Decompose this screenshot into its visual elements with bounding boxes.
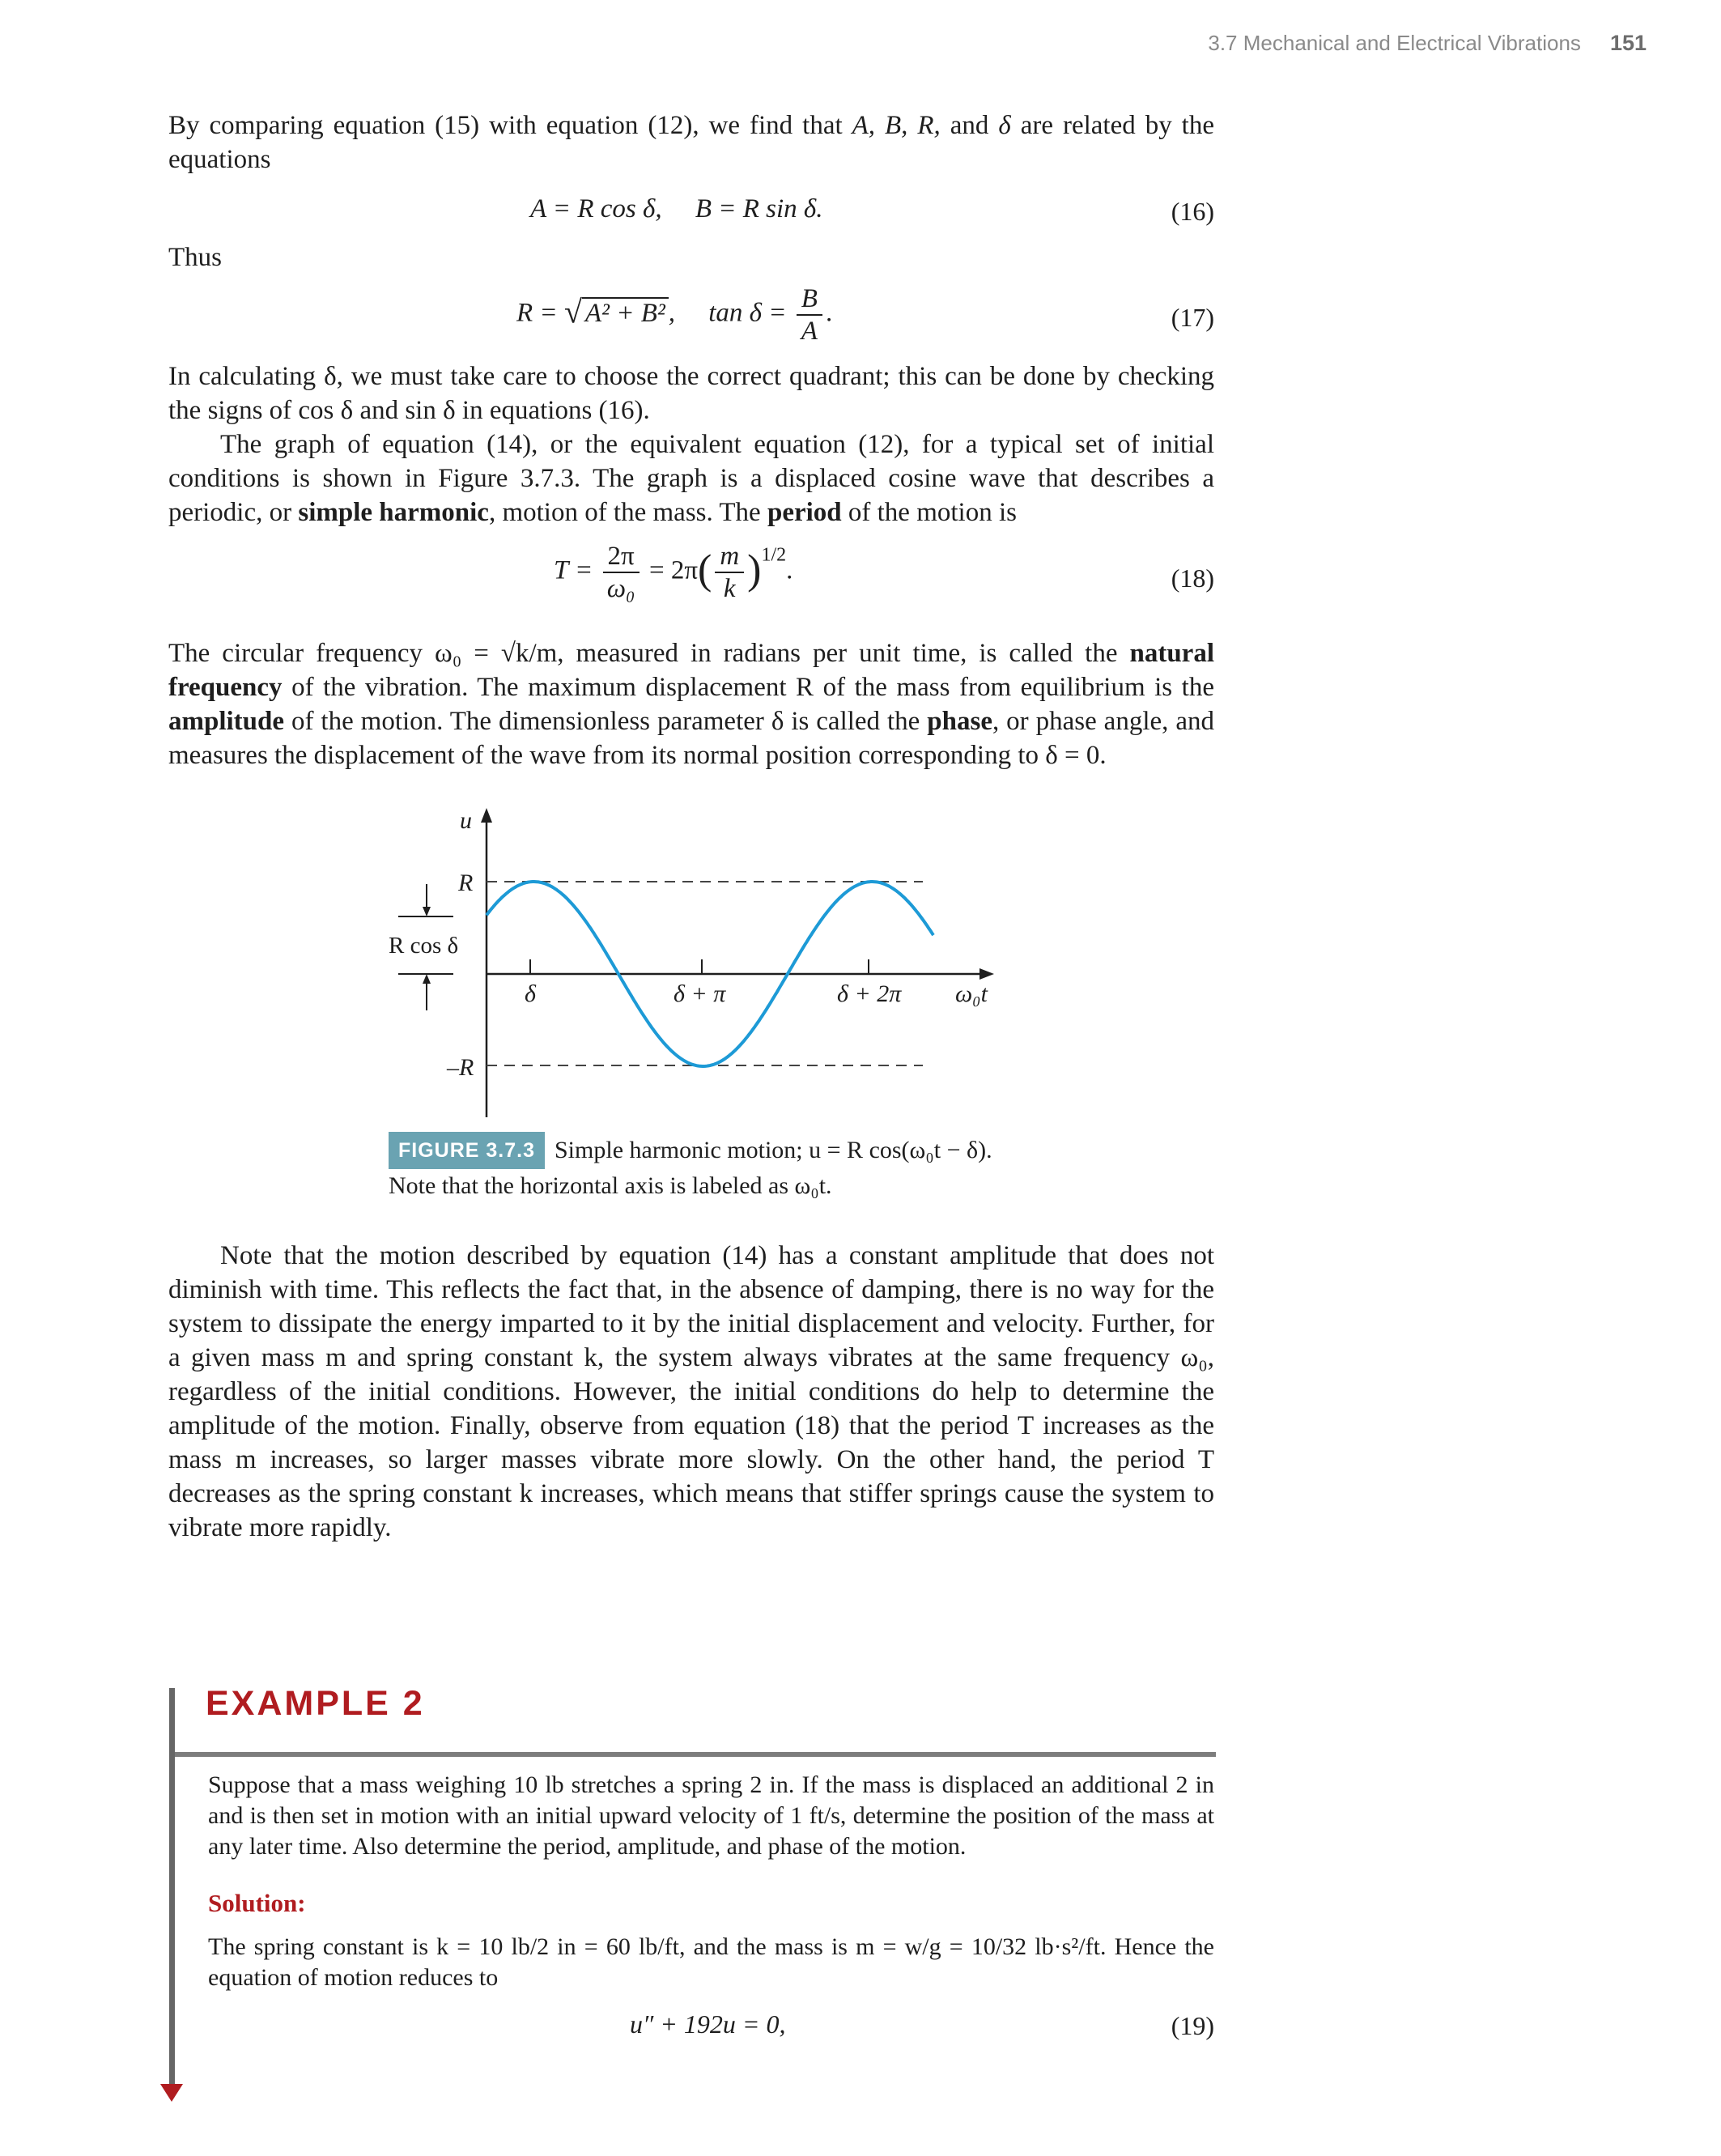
equation-text: u″ + 192u = 0, <box>630 2009 786 2039</box>
equation-number-18: (18) <box>1171 563 1214 593</box>
equation-text: , tan δ = <box>668 298 793 328</box>
paren-open: ( <box>697 546 712 593</box>
equation-17: R = √ A² + B² , tan δ = $\frac{B}{A}$ . <box>516 284 833 346</box>
text-run: of the motion is <box>841 498 1017 527</box>
text-run: , or phase angle, and measures the displacement of the wave from its normal position corresponding to δ = 0. <box>168 707 1214 770</box>
label-R: R <box>458 870 474 896</box>
denominator: A <box>801 317 818 346</box>
solution-text: The spring constant is k = 10 lb/2 in = 60 lb/ft, and the mass is m = w/g = 10/32 lb·s²/ft. Hence the equation of motion reduces to <box>208 1933 1214 1991</box>
equation-number-19: (19) <box>1171 2011 1214 2040</box>
sqrt-sign: √ <box>563 293 582 330</box>
example-problem: Suppose that a mass weighing 10 lb stretches a spring 2 in. If the mass is displaced an additional 2 in and is then set in motion with an initial upward velocity of 1 ft/s, determine the position of the mass at any later time. Also determine the period, amplitude, and phase of the motion. <box>208 1771 1214 1860</box>
equation-text: . <box>786 555 793 585</box>
text-run: , motion of the mass. The <box>488 498 767 527</box>
equation-text: A² + B² <box>582 297 669 329</box>
equation-text: = 2π <box>642 555 698 585</box>
caption-line-1: Simple harmonic motion; u = R cos(ω₀t − δ). <box>555 1137 992 1163</box>
equation-number-16: (16) <box>1171 197 1214 226</box>
paragraph-quadrant: In calculating δ, we must take care to choose the correct quadrant; this can be done by checking the signs of cos δ and sin δ in equations (16). <box>168 362 1214 425</box>
numerator: m <box>715 541 744 573</box>
exponent: 1/2 <box>761 544 787 566</box>
text-run: The circular frequency ω₀ = √k/m, measured in radians per unit time, is called the <box>168 639 1130 668</box>
denominator: ω₀ <box>606 574 635 603</box>
example-side-bar <box>169 1688 175 2085</box>
equation-text: R = <box>516 298 564 328</box>
equation-text: T = <box>554 555 600 585</box>
text-var: A, B, R, <box>852 111 941 140</box>
text-run: of the motion. The dimensionless parameter δ is called the <box>284 707 928 736</box>
numerator: 2π <box>603 541 640 573</box>
numerator: B <box>797 283 822 316</box>
equation-number-17: (17) <box>1171 303 1214 332</box>
label-negR: –R <box>447 1054 474 1081</box>
denominator: k <box>723 574 736 603</box>
text-run: The graph of equation (14), or the equivalent equation (12), for a typical set of initial conditions is shown in Figure 3.7.3. The graph is a displaced cosine wave that describes a periodic, or <box>168 430 1214 527</box>
term-amplitude: amplitude <box>168 707 285 736</box>
text-run: are related by the equations <box>168 111 1214 174</box>
text-var: δ <box>998 111 1011 140</box>
paragraph-constant-amplitude: Note that the motion described by equation (14) has a constant amplitude that does not diminish with time. This reflects the fact that, in the absence of damping, there is no way for the system to dissipate the energy imparted to it by the initial displacement and velocity. Further, for a given mass m and spring constant k, the system always vibrates at the same frequency ω₀, regardless of the initial conditions. However, the initial conditions do help to determine the amplitude of the motion. Finally, observe from equation (18) that the period T increases as the mass m increases, so larger masses vibrate more slowly. On the other hand, the period T decreases as the spring constant k increases, which means that stiffer springs cause the system to vibrate more rapidly. <box>168 1241 1214 1542</box>
text-run: and <box>940 111 999 140</box>
example-rule <box>175 1752 1216 1757</box>
figure-caption <box>389 1132 1117 1203</box>
term-natural-frequency: natural frequency <box>168 639 1214 702</box>
figure-badge: FIGURE 3.7.3 <box>389 1132 545 1169</box>
term-period: period <box>767 498 842 527</box>
rcos-arrowhead-down <box>423 907 431 916</box>
solution-label: Solution: <box>208 1889 306 1917</box>
example-title: EXAMPLE 2 <box>206 1684 425 1723</box>
caption-line-2: Note that the horizontal axis is labeled as ω₀t. <box>389 1172 832 1199</box>
tick-label-delta-plus-2pi: δ + 2π <box>837 980 902 1007</box>
axis-label-omega-t: ω₀t <box>955 980 988 1007</box>
tick-label-delta: δ <box>525 980 536 1007</box>
paragraph-thus: Thus <box>168 243 222 272</box>
page-number: 151 <box>1609 31 1647 55</box>
example-arrow-icon <box>160 2084 183 2102</box>
text-run: By comparing equation (15) with equation (12), we find that <box>168 111 852 140</box>
rcos-arrowhead-up <box>423 974 431 984</box>
paren-close: ) <box>747 546 762 593</box>
equation-19 <box>630 2009 786 2039</box>
y-axis-arrow <box>481 808 492 823</box>
label-u: u <box>460 807 472 834</box>
equation-text: A = R cos δ, B = R sin δ. <box>530 194 823 223</box>
label-Rcos-delta: R cos δ <box>389 933 459 959</box>
tick-label-delta-plus-pi: δ + π <box>674 980 726 1007</box>
x-axis-arrow <box>979 968 994 980</box>
section-title: 3.7 Mechanical and Electrical Vibrations <box>1208 31 1581 55</box>
term-simple-harmonic: simple harmonic <box>298 498 489 527</box>
text-run: of the vibration. The maximum displacement R of the mass from equilibrium is the <box>282 673 1214 702</box>
term-phase: phase <box>927 707 992 736</box>
